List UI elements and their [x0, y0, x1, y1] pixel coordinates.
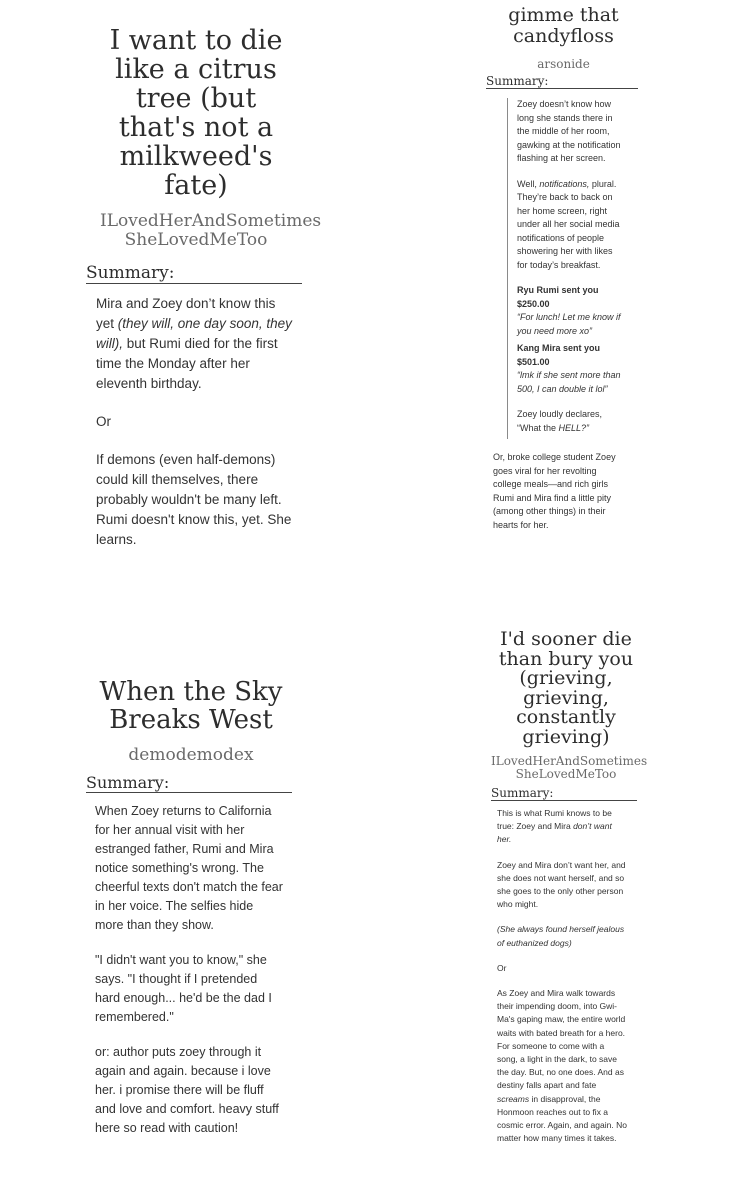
summary-blockquote: [507, 98, 621, 439]
summary-paragraph: This is what Rumi knows to be true: Zoey and Mira don’t want her.: [497, 808, 612, 845]
fic-title[interactable]: gimme that candyfloss: [508, 4, 619, 47]
summary-paragraph: "I didn't want you to know," she says. "I thought if I pretended hard enough... he'd be the dad I remembered.": [95, 953, 272, 1024]
summary-paragraph: (She always found herself jealous of euthanized dogs): [497, 924, 625, 948]
summary-paragraph: If demons (even half-demons) could kill themselves, there probably wouldn't be many left. Rumi doesn't know this, yet. She learns.: [96, 452, 292, 547]
summary-paragraph: As Zoey and Mira walk towards their impending doom, into Gwi-Ma's gaping maw, the entire world waits with bated breath for a hero. For someone to come with a song, a light in the dark, to save the day. But, no one does. And as destiny falls apart and fate screams in disapproval, the Honmoon reaches out to fix a cosmic error. Again, and again. No matter how many times it takes.: [497, 988, 627, 1144]
summary-paragraph: Or: [96, 414, 111, 429]
fic-card-sooner-die: [491, 628, 648, 1145]
summary-body: [491, 801, 627, 1145]
summary-body: [86, 793, 285, 1138]
notification-header: Kang Mira sent you $501.00: [517, 343, 601, 367]
summary-body: [493, 451, 625, 532]
notification-message: “lmk if she sent more than 500, I can double it lol”: [517, 370, 621, 394]
fic-title[interactable]: I'd sooner die than bury you (grieving, grieving, constantly grieving): [498, 628, 634, 748]
fic-card-sky-breaks-west: [86, 678, 296, 1138]
fic-title[interactable]: I want to die like a citrus tree (but that's not a milkweed's fate): [109, 25, 283, 201]
notification-header: Ryu Rumi sent you $250.00: [517, 285, 599, 309]
summary-paragraph: Mira and Zoey don’t know this yet (they will, one day soon, they will), but Rumi died for the first time the Monday after her eleventh birthday.: [96, 296, 292, 391]
summary-paragraph: Zoey and Mira don’t want her, and she does not want herself, and so she goes to the only other person who might.: [497, 859, 626, 910]
summary-heading: Summary:: [491, 786, 637, 801]
fic-card-candyfloss: [486, 5, 641, 532]
notification-message: “For lunch! Let me know if you need more xo”: [517, 312, 621, 336]
summary-heading: Summary:: [86, 773, 292, 793]
summary-paragraph: Or, broke college student Zoey goes viral for her revolting college meals—and rich girls Rumi and Mira find a little pity (among other things) in their hearts for her.: [493, 452, 616, 530]
summary-paragraph: Zoey loudly declares, “What the HELL?”: [517, 409, 603, 433]
summary-heading: Summary:: [86, 263, 302, 284]
fic-author[interactable]: demodemodex: [128, 745, 254, 765]
fic-card-citrus-tree: [86, 25, 322, 550]
summary-body: [86, 284, 292, 550]
summary-paragraph: or: author puts zoey through it again and again. because i love her. i promise there will be fluff and love and comfort. heavy stuff here so read with caution!: [95, 1045, 279, 1135]
fic-author[interactable]: arsonide: [537, 57, 590, 71]
summary-paragraph: Well, notifications, plural. They’re back to back on her home screen, right under all her social media notifications of people showering her with likes for today’s breakfast.: [517, 178, 620, 270]
fic-author[interactable]: ILovedHerAndSometimes SheLovedMeToo: [491, 754, 648, 781]
summary-paragraph: When Zoey returns to California for her annual visit with her estranged father, Rumi and Mira notice something's wrong. The cheerful texts don't match the fear in her voice. The selfies hide more than they show.: [95, 804, 283, 932]
fic-author[interactable]: ILovedHerAndSometimes SheLovedMeToo: [100, 211, 322, 250]
fic-title[interactable]: When the Sky Breaks West: [99, 677, 283, 735]
summary-paragraph: Zoey doesn’t know how long she stands there in the middle of her room, gawking at the notification flashing at her screen.: [517, 99, 621, 163]
summary-heading: Summary:: [486, 74, 638, 89]
summary-paragraph: Or: [497, 962, 507, 973]
